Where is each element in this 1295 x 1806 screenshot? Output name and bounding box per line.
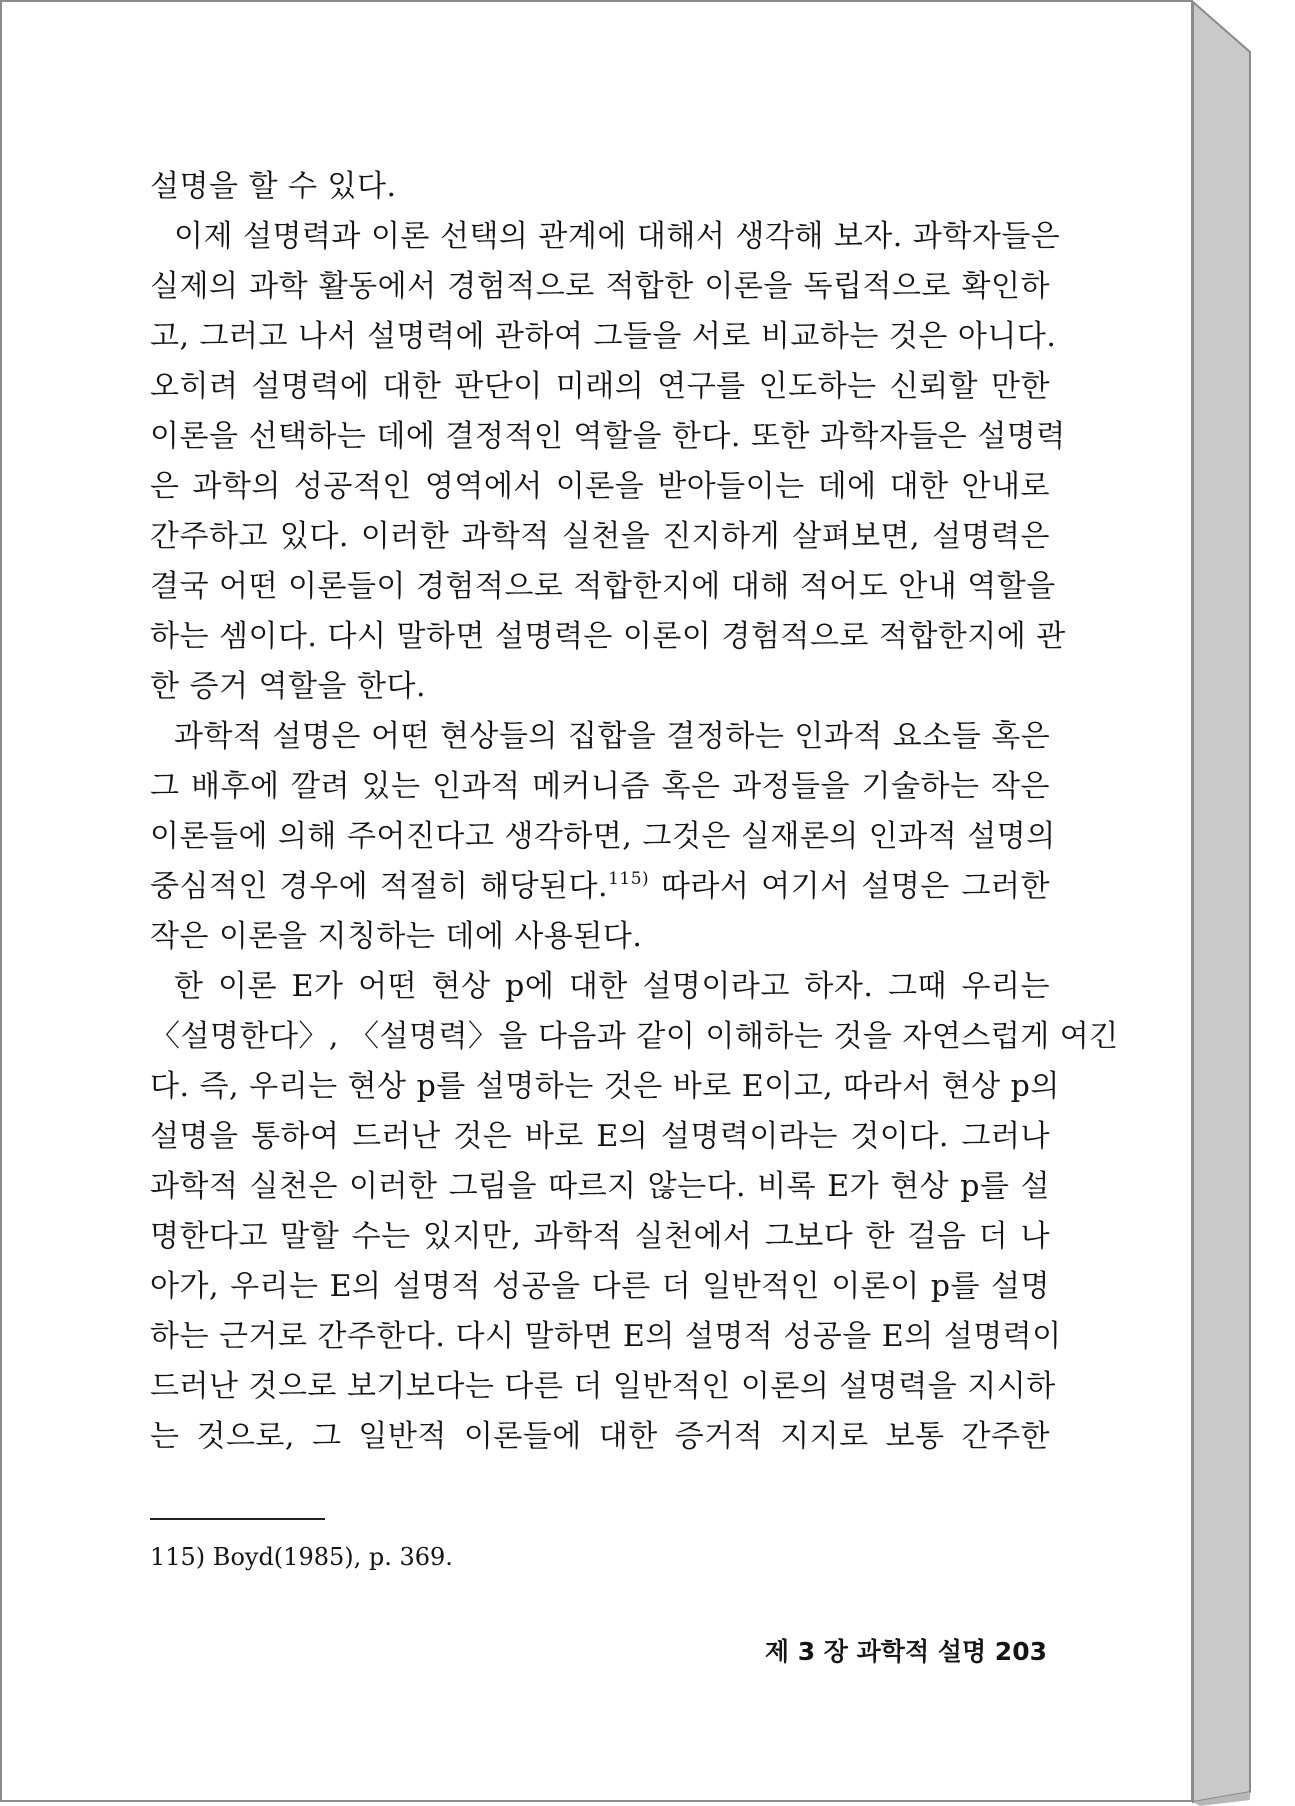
running-footer: 제 3 장 과학적 설명 203	[764, 1637, 1047, 1666]
text-line: 〈설명한다〉, 〈설명력〉을 다음과 같이 이해하는 것을 자연스럽게 여긴	[150, 1019, 1119, 1054]
text-line: 이제 설명력과 이론 선택의 관계에 대해서 생각해 보자. 과학자들은	[174, 219, 1061, 254]
text-line: 명한다고 말할 수는 있지만, 과학적 실천에서 그보다 한 걸음 더 나	[150, 1219, 1050, 1254]
text-line: 오히려 설명력에 대한 판단이 미래의 연구를 인도하는 신뢰할 만한	[150, 369, 1050, 404]
text-line-part: 중심적인 경우에 적절히 해당된다.	[150, 869, 609, 904]
text-line: 은 과학의 성공적인 영역에서 이론을 받아들이는 데에 대한 안내로	[150, 469, 1050, 504]
text-line: 하는 셈이다. 다시 말하면 설명력은 이론이 경험적으로 적합한지에 관	[150, 619, 1066, 654]
text-line: 간주하고 있다. 이러한 과학적 실천을 진지하게 살펴보면, 설명력은	[150, 519, 1050, 554]
text-line: 실제의 과학 활동에서 경험적으로 적합한 이론을 독립적으로 확인하	[150, 269, 1050, 304]
text-line: 이론을 선택하는 데에 결정적인 역할을 한다. 또한 과학자들은 설명력	[150, 419, 1066, 454]
text-line: 다. 즉, 우리는 현상 p를 설명하는 것은 바로 E이고, 따라서 현상 p의	[150, 1069, 1060, 1104]
text-line: 아가, 우리는 E의 설명적 성공을 다른 더 일반적인 이론이 p를 설명	[150, 1269, 1050, 1304]
text-line: 과학적 설명은 어떤 현상들의 집합을 결정하는 인과적 요소들 혹은	[174, 719, 1051, 754]
text-line: 는 것으로, 그 일반적 이론들에 대한 증거적 지지로 보통 간주한	[150, 1419, 1050, 1454]
text-line: 고, 그러고 나서 설명력에 관하여 그들을 서로 비교하는 것은 아니다.	[150, 319, 1057, 354]
text-line-part: 따라서 여기서 설명은 그러한	[660, 869, 1050, 904]
text-line: 설명을 통하여 드러난 것은 바로 E의 설명력이라는 것이다. 그러나	[150, 1119, 1050, 1154]
text-line: 과학적 실천은 이러한 그림을 따르지 않는다. 비록 E가 현상 p를 설	[150, 1169, 1050, 1204]
text-line: 그 배후에 깔려 있는 인과적 메커니즘 혹은 과정들을 기술하는 작은	[150, 769, 1050, 804]
text-line: 결국 어떤 이론들이 경험적으로 적합한지에 대해 적어도 안내 역할을	[150, 569, 1056, 604]
footnote-marker: 115)	[608, 869, 650, 889]
text-line: 작은 이론을 지칭하는 데에 사용된다.	[150, 919, 643, 954]
text-line: 드러난 것으로 보기보다는 다른 더 일반적인 이론의 설명력을 지시하	[150, 1369, 1056, 1404]
text-line: 하는 근거로 간주한다. 다시 말하면 E의 설명적 성공을 E의 설명력이	[150, 1319, 1062, 1354]
footnote-divider	[150, 1518, 325, 1520]
body-text	[150, 162, 1119, 1462]
text-line: 한 증거 역할을 한다.	[150, 669, 426, 704]
footnote: 115) Boyd(1985), p. 369.	[150, 1543, 453, 1571]
text-line: 이론들에 의해 주어진다고 생각하면, 그것은 실재론의 인과적 설명의	[150, 819, 1056, 854]
text-line: 설명을 할 수 있다.	[150, 169, 397, 204]
text-line-with-footnote	[150, 862, 1050, 912]
text-line: 한 이론 E가 어떤 현상 p에 대한 설명이라고 하자. 그때 우리는	[174, 969, 1050, 1004]
